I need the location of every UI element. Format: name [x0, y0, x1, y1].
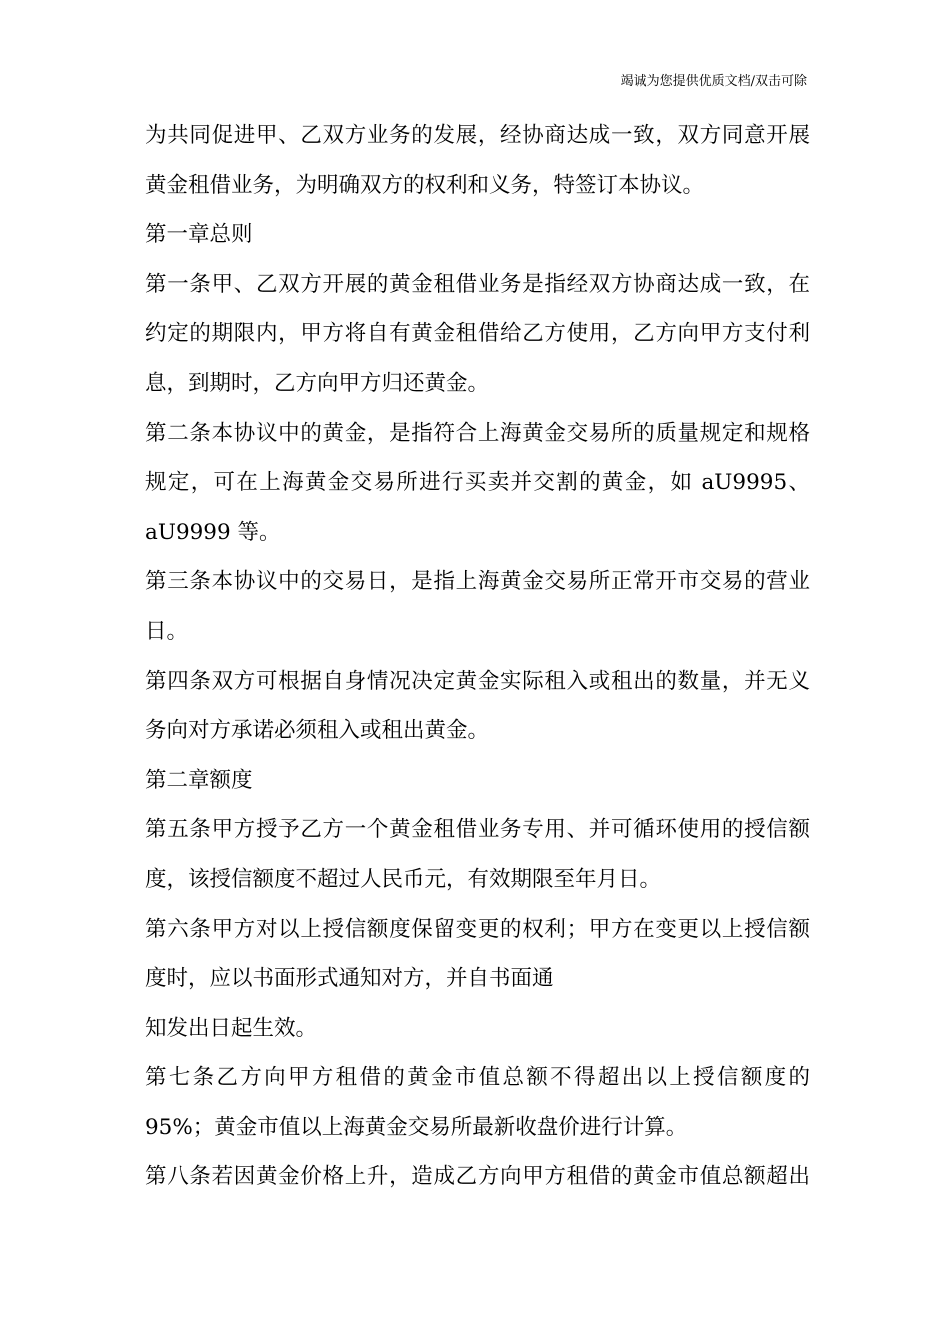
document-line: 第二条本协议中的黄金，是指符合上海黄金交易所的质量规定和规格: [145, 420, 810, 446]
document-line: 第六条甲方对以上授信额度保留变更的权利；甲方在变更以上授信额: [145, 916, 810, 942]
document-line: 度时，应以书面形式通知对方，并自书面通: [145, 966, 554, 992]
document-line: 息，到期时，乙方向甲方归还黄金。: [145, 370, 490, 396]
document-line: 第二章额度: [145, 767, 253, 793]
document-line: 95%；黄金市值以上海黄金交易所最新收盘价进行计算。: [145, 1114, 688, 1140]
document-line: 第八条若因黄金价格上升，造成乙方向甲方租借的黄金市值总额超出: [145, 1164, 810, 1190]
document-line: 第一章总则: [145, 222, 253, 248]
document-line: 黄金租借业务，为明确双方的权利和义务，特签订本协议。: [145, 172, 705, 198]
document-line: 规定，可在上海黄金交易所进行买卖并交割的黄金，如 aU9995、: [145, 470, 810, 496]
document-line: 约定的期限内，甲方将自有黄金租借给乙方使用，乙方向甲方支付利: [145, 321, 810, 347]
document-line: 务向对方承诺必须租入或租出黄金。: [145, 718, 490, 744]
document-line: 第七条乙方向甲方租借的黄金市值总额不得超出以上授信额度的: [145, 1065, 810, 1091]
document-line: 第三条本协议中的交易日，是指上海黄金交易所正常开市交易的营业: [145, 569, 810, 595]
document-line: 为共同促进甲、乙双方业务的发展，经协商达成一致，双方同意开展: [145, 123, 810, 148]
document-line: 知发出日起生效。: [145, 1015, 318, 1041]
document-line: aU9999 等。: [145, 519, 281, 545]
document-body: [145, 118, 810, 1209]
document-line: 第一条甲、乙双方开展的黄金租借业务是指经双方协商达成一致，在: [145, 271, 810, 297]
header-note: 竭诚为您提供优质文档/双击可除: [620, 74, 807, 89]
document-line: 日。: [145, 618, 189, 644]
document-line: 度，该授信额度不超过人民币元，有效期限至年月日。: [145, 866, 662, 892]
document-line: 第四条双方可根据自身情况决定黄金实际租入或租出的数量，并无义: [145, 668, 810, 694]
document-line: 第五条甲方授予乙方一个黄金租借业务专用、并可循环使用的授信额: [145, 817, 810, 843]
